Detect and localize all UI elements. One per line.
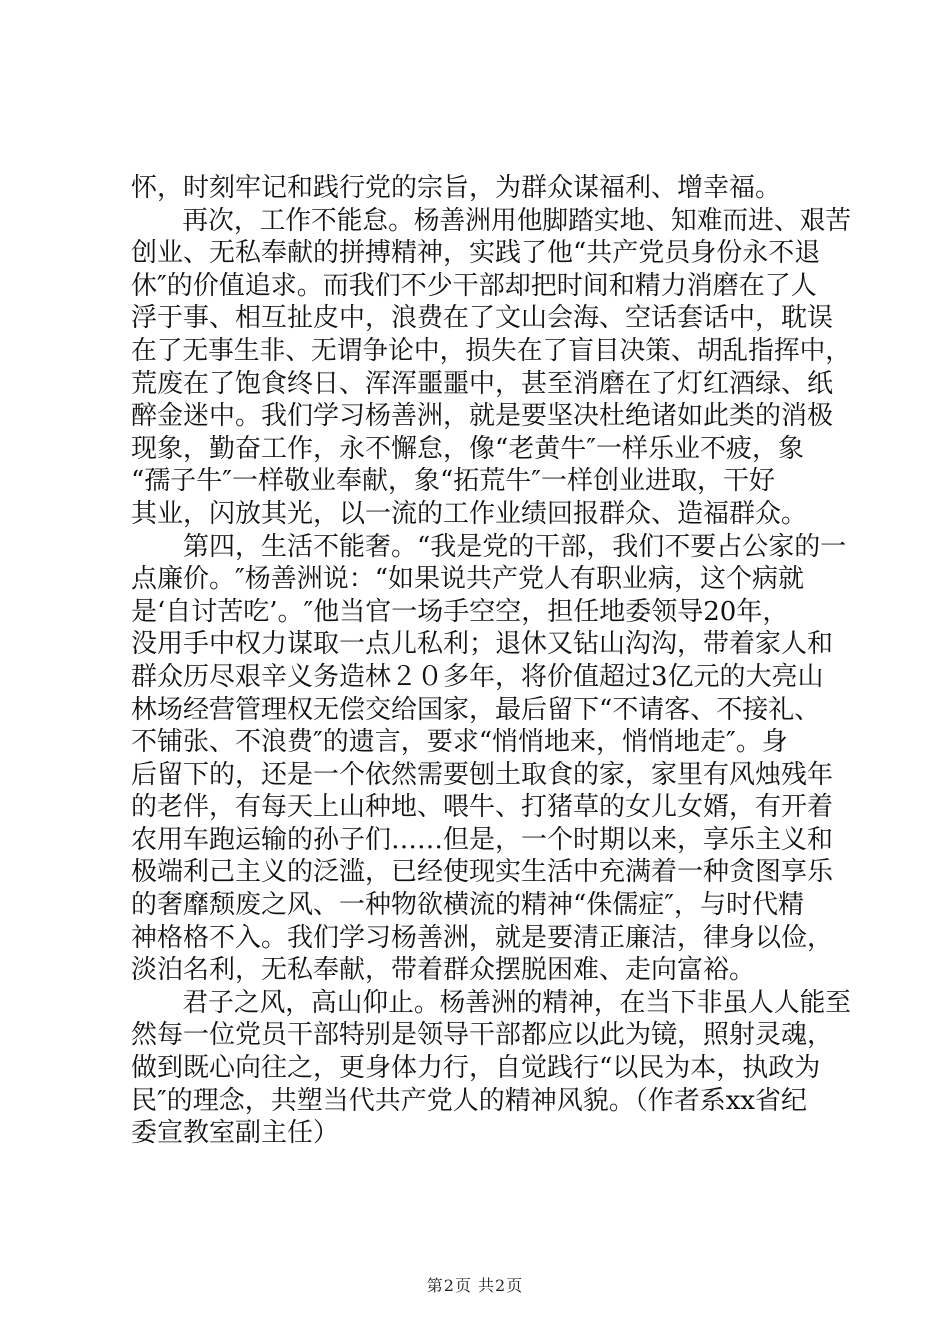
text-line: 民″的理念，共塑当代共产党人的精神风貌。（作者系xx省纪 <box>131 1085 808 1116</box>
text-line: 农用车跑运输的孙子们……但是，一个时期以来，享乐主义和 <box>131 824 834 855</box>
text-line: 其业，闪放其光，以一流的工作业绩回报群众、造福群众。 <box>131 498 808 529</box>
text-line: 的老伴，有每天上山种地、喂牛、打猪草的女儿女婿，有开着 <box>131 792 834 823</box>
text-line: 不铺张、不浪费″的遗言，要求“悄悄地来，悄悄地走″。身 <box>131 727 788 758</box>
text-line: 怀，时刻牢记和践行党的宗旨，为群众谋福利、增幸福。 <box>131 173 782 203</box>
text-line: 极端利己主义的泛滥，已经使现实生活中充满着一种贪图享乐 <box>131 857 834 888</box>
text-line: 荒废在了饱食终日、浑浑噩噩中，甚至消磨在了灯红酒绿、纸 <box>131 368 834 399</box>
text-line: 浮于事、相互扯皮中，浪费在了文山会海、空话套话中，耽误 <box>131 303 834 334</box>
text-line: 君子之风，高山仰止。杨善洲的精神，在当下非虽人人能至 <box>131 987 852 1018</box>
text-line: 群众历尽艰辛义务造林２０多年，将价值超过3亿元的大亮山 <box>131 661 824 692</box>
text-line: 醉金迷中。我们学习杨善洲，就是要坚决杜绝诸如此类的消极 <box>131 401 834 432</box>
text-line: 没用手中权力谋取一点儿私利；退休又钻山沟沟，带着家人和 <box>131 629 834 660</box>
text-line: 第四，生活不能奢。“我是党的干部，我们不要占公家的一 <box>131 531 847 562</box>
text-line: 然每一位党员干部特别是领导干部都应以此为镜，照射灵魂， <box>131 1020 834 1051</box>
text-line: 做到既心向往之，更身体力行，自觉践行“以民为本，执政为 <box>131 1053 821 1084</box>
page-footer: 第2页 共2页 <box>426 1276 524 1295</box>
text-line: 后留下的，还是一个依然需要刨土取食的家，家里有风烛残年 <box>131 759 834 790</box>
text-line: 的奢靡颓废之风、一种物欲横流的精神“侏儒症″，与时代精 <box>131 890 805 921</box>
text-line: 在了无事生非、无谓争论中，损失在了盲目决策、胡乱指挥中， <box>131 335 852 366</box>
text-line: 淡泊名利，无私奉献，带着群众摆脱困难、走向富裕。 <box>131 955 756 986</box>
article-body <box>131 172 851 1150</box>
text-line: 神格格不入。我们学习杨善洲，就是要清正廉洁，律身以俭， <box>131 922 834 953</box>
text-line: 委宣教室副主任） <box>131 1118 340 1149</box>
text-line: 是‘自讨苦吃’。″他当官一场手空空，担任地委领导20年， <box>131 596 789 627</box>
text-line: “孺子牛″一样敬业奉献，象“拓荒牛″一样创业进取，干好 <box>131 466 776 497</box>
text-line: 点廉价。″杨善洲说：“如果说共产党人有职业病，这个病就 <box>131 564 805 595</box>
text-line: 创业、无私奉献的拼搏精神，实践了他“共产党员身份永不退 <box>131 238 821 269</box>
text-line: 林场经营管理权无偿交给国家，最后留下“不请客、不接礼、 <box>131 694 821 725</box>
text-line: 休″的价值追求。而我们不少干部却把时间和精力消磨在了人 <box>131 270 817 301</box>
text-line: 再次，工作不能怠。杨善洲用他脚踏实地、知难而进、艰苦 <box>131 205 852 236</box>
text-line: 现象，勤奋工作，永不懈怠，像“老黄牛″一样乐业不疲，象 <box>131 433 805 464</box>
